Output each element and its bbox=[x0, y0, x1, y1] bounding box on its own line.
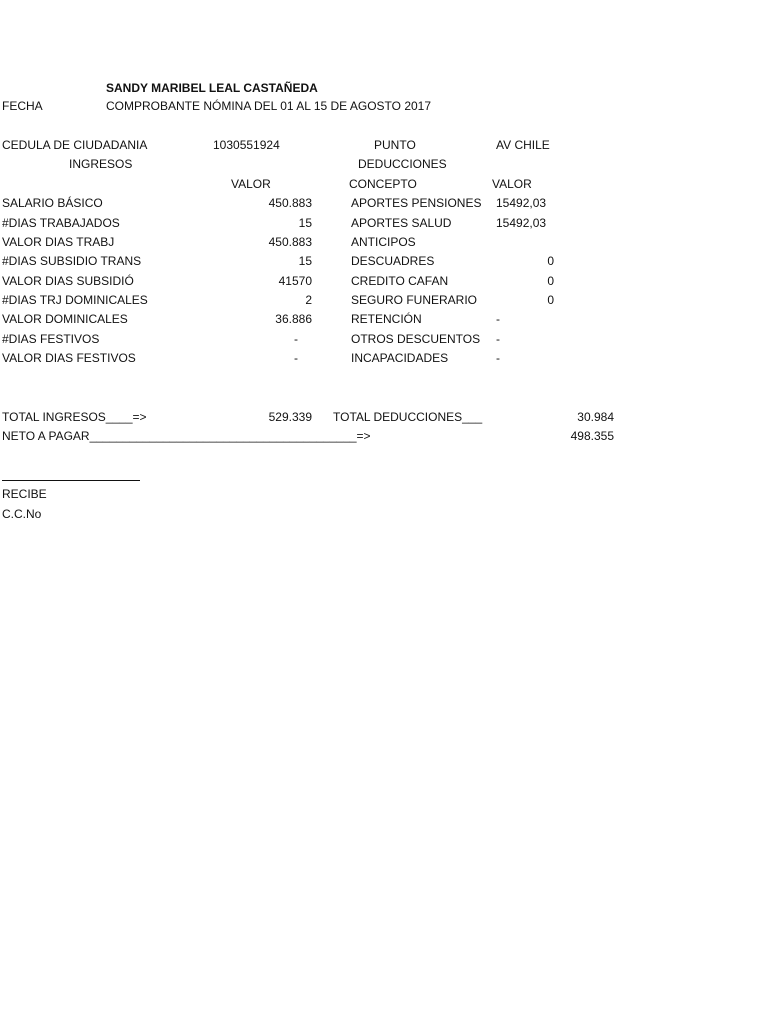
total-deducciones-label: TOTAL DEDUCCIONES___ bbox=[333, 410, 483, 424]
ingresos-section-label: INGRESOS bbox=[69, 157, 133, 171]
deducciones-row-value: - bbox=[496, 312, 500, 326]
punto-value: AV CHILE bbox=[496, 138, 550, 152]
deducciones-row-value: 0 bbox=[547, 293, 554, 307]
punto-label: PUNTO bbox=[374, 138, 416, 152]
total-deducciones-value: 30.984 bbox=[577, 410, 614, 424]
deducciones-section-label: DEDUCCIONES bbox=[358, 157, 447, 171]
employee-name: SANDY MARIBEL LEAL CASTAÑEDA bbox=[106, 81, 318, 95]
ingresos-row-value: 450.883 bbox=[268, 196, 312, 210]
deducciones-row-value: 15492,03 bbox=[496, 196, 547, 210]
deducciones-row-label: CREDITO CAFAN bbox=[351, 274, 449, 288]
ingresos-row-value: - bbox=[294, 351, 298, 365]
signature-line bbox=[2, 480, 140, 481]
ingresos-row-value: - bbox=[294, 332, 298, 346]
ingresos-row-label: VALOR DIAS TRABJ bbox=[2, 235, 115, 249]
deducciones-row-label: INCAPACIDADES bbox=[351, 351, 449, 365]
ingresos-row-value: 450.883 bbox=[268, 235, 312, 249]
deducciones-valor-header: VALOR bbox=[492, 177, 532, 191]
total-ingresos-label: TOTAL INGRESOS____=> bbox=[2, 410, 147, 424]
deducciones-row-label: SEGURO FUNERARIO bbox=[351, 293, 478, 307]
ingresos-row-label: #DIAS SUBSIDIO TRANS bbox=[2, 254, 142, 268]
deducciones-row-label: DESCUADRES bbox=[351, 254, 435, 268]
ingresos-row-value: 2 bbox=[305, 293, 312, 307]
ingresos-row-label: #DIAS TRJ DOMINICALES bbox=[2, 293, 148, 307]
ingresos-row-value: 15 bbox=[298, 254, 312, 268]
ingresos-row-value: 36.886 bbox=[275, 312, 312, 326]
deducciones-row-value: 0 bbox=[547, 274, 554, 288]
fecha-label: FECHA bbox=[2, 99, 43, 113]
ingresos-row-label: SALARIO BÁSICO bbox=[2, 196, 103, 210]
deducciones-row-label: OTROS DESCUENTOS bbox=[351, 332, 481, 346]
recibe-label: RECIBE bbox=[2, 487, 47, 501]
ingresos-row-value: 41570 bbox=[278, 274, 312, 288]
deducciones-row-value: - bbox=[496, 351, 500, 365]
document-title: COMPROBANTE NÓMINA DEL 01 AL 15 DE AGOSTO 2017 bbox=[106, 99, 432, 113]
cedula-value: 1030551924 bbox=[213, 138, 280, 152]
ingresos-row-label: VALOR DOMINICALES bbox=[2, 312, 128, 326]
ingresos-row-value: 15 bbox=[298, 216, 312, 230]
ingresos-row-label: #DIAS FESTIVOS bbox=[2, 332, 100, 346]
deducciones-row-value: 15492,03 bbox=[496, 216, 547, 230]
ingresos-valor-header: VALOR bbox=[231, 177, 271, 191]
cc-label: C.C.No bbox=[2, 507, 42, 521]
deducciones-row-label: APORTES PENSIONES bbox=[351, 196, 482, 210]
deducciones-row-label: APORTES SALUD bbox=[351, 216, 452, 230]
deducciones-row-value: - bbox=[496, 332, 500, 346]
ingresos-row-label: VALOR DIAS SUBSIDIÓ bbox=[2, 274, 134, 288]
deducciones-row-value: 0 bbox=[547, 254, 554, 268]
ingresos-row-label: VALOR DIAS FESTIVOS bbox=[2, 351, 136, 365]
deducciones-concepto-header: CONCEPTO bbox=[349, 177, 417, 191]
total-ingresos-value: 529.339 bbox=[268, 410, 312, 424]
neto-a-pagar-label: NETO A PAGAR________________________________________=> bbox=[2, 429, 371, 443]
deducciones-row-label: RETENCIÓN bbox=[351, 312, 422, 326]
ingresos-row-label: #DIAS TRABAJADOS bbox=[2, 216, 120, 230]
cedula-label: CEDULA DE CIUDADANIA bbox=[2, 138, 148, 152]
deducciones-row-label: ANTICIPOS bbox=[351, 235, 416, 249]
neto-a-pagar-value: 498.355 bbox=[570, 429, 614, 443]
